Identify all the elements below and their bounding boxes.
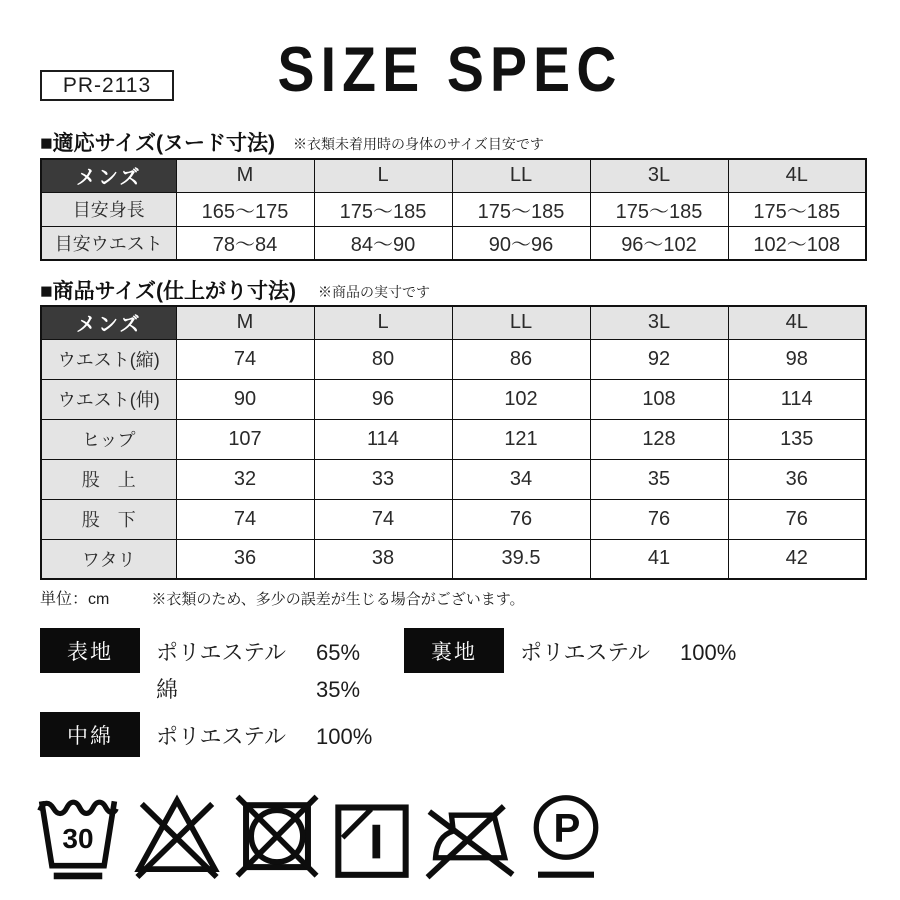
row-label: 股 上: [41, 459, 176, 499]
size-value-cell: 74: [176, 499, 314, 539]
material-component: [156, 720, 372, 757]
size-value-cell: 42: [728, 539, 866, 579]
wash-30-gentle-icon: [36, 786, 120, 880]
line-dry-in-shade-icon: [333, 798, 411, 880]
material-label-outer: 表地: [40, 628, 140, 673]
dry-clean-letter: P: [553, 805, 581, 851]
size-value-cell: 33: [314, 459, 452, 499]
size-column-header: M: [176, 159, 314, 192]
size-value-cell: 107: [176, 419, 314, 459]
size-column-header: LL: [452, 159, 590, 192]
row-label: 目安身長: [41, 192, 176, 226]
size-value-cell: 114: [314, 419, 452, 459]
table-corner-label: メンズ: [41, 306, 176, 339]
material-padding: [40, 712, 372, 757]
size-value-cell: 86: [452, 339, 590, 379]
material-label-lining: 裏地: [404, 628, 504, 673]
size-value-cell: 32: [176, 459, 314, 499]
table-row: [41, 379, 866, 419]
size-column-header: 4L: [728, 159, 866, 192]
size-value-cell: 38: [314, 539, 452, 579]
size-value-cell: 128: [590, 419, 728, 459]
material-outer-fabric: [40, 628, 360, 710]
material-name: 綿: [156, 677, 179, 702]
size-value-cell: 102〜108: [728, 226, 866, 260]
size-value-cell: 90: [176, 379, 314, 419]
size-value-cell: 74: [176, 339, 314, 379]
size-value-cell: 96〜102: [590, 226, 728, 260]
row-label: 目安ウエスト: [41, 226, 176, 260]
row-label: 股 下: [41, 499, 176, 539]
row-label: ヒップ: [41, 419, 176, 459]
table-row: [41, 459, 866, 499]
section-heading-product-size: ■商品サイズ(仕上がり寸法): [40, 280, 296, 303]
care-symbols-row: [36, 782, 601, 880]
material-percent: 35%: [316, 677, 361, 702]
size-column-header: 4L: [728, 306, 866, 339]
size-value-cell: 114: [728, 379, 866, 419]
size-value-cell: 84〜90: [314, 226, 452, 260]
units-note: [40, 586, 525, 609]
wash-temp-label: 30: [62, 822, 94, 854]
material-name: ポリエステル: [156, 724, 287, 749]
table-row: [41, 539, 866, 579]
size-value-cell: 92: [590, 339, 728, 379]
size-column-header: 3L: [590, 159, 728, 192]
size-value-cell: 90〜96: [452, 226, 590, 260]
size-value-cell: 108: [590, 379, 728, 419]
material-percent: 100%: [316, 724, 373, 749]
size-value-cell: 78〜84: [176, 226, 314, 260]
unit-disclaimer: ※衣類のため、多少の誤差が生じる場合がございます。: [151, 591, 525, 608]
material-component: [156, 673, 360, 710]
nude-size-table: [40, 158, 867, 261]
table-row: [41, 192, 866, 226]
material-percent: 65%: [316, 640, 361, 665]
size-value-cell: 41: [590, 539, 728, 579]
material-label-padding: 中綿: [40, 712, 140, 757]
material-name: ポリエステル: [156, 640, 287, 665]
material-component: [156, 636, 360, 673]
section-note-product-size: ※商品の実寸です: [318, 284, 430, 300]
size-value-cell: 76: [452, 499, 590, 539]
size-column-header: 3L: [590, 306, 728, 339]
size-value-cell: 175〜185: [728, 192, 866, 226]
size-value-cell: 102: [452, 379, 590, 419]
size-value-cell: 96: [314, 379, 452, 419]
product-size-table: [40, 305, 867, 580]
size-value-cell: 35: [590, 459, 728, 499]
size-value-cell: 98: [728, 339, 866, 379]
size-value-cell: 76: [590, 499, 728, 539]
size-value-cell: 74: [314, 499, 452, 539]
size-value-cell: 165〜175: [176, 192, 314, 226]
table-row: [41, 419, 866, 459]
size-column-header: LL: [452, 306, 590, 339]
table-row: [41, 226, 866, 260]
page-title: SIZE SPEC: [277, 35, 623, 105]
size-value-cell: 135: [728, 419, 866, 459]
table-row: [41, 339, 866, 379]
size-value-cell: 36: [176, 539, 314, 579]
do-not-bleach-icon: [133, 786, 221, 880]
row-label: ウエスト(伸): [41, 379, 176, 419]
size-value-cell: 175〜185: [452, 192, 590, 226]
size-column-header: L: [314, 159, 452, 192]
size-column-header: L: [314, 306, 452, 339]
unit-label: 単位：cm: [40, 591, 110, 608]
size-column-header: M: [176, 306, 314, 339]
material-lining: [404, 628, 736, 673]
size-value-cell: 175〜185: [590, 192, 728, 226]
material-component: [520, 636, 736, 673]
size-value-cell: 36: [728, 459, 866, 499]
size-value-cell: 34: [452, 459, 590, 499]
size-value-cell: 80: [314, 339, 452, 379]
section-heading-nude-size: ■適応サイズ(ヌード寸法): [40, 132, 275, 155]
size-value-cell: 39.5: [452, 539, 590, 579]
table-corner-label: メンズ: [41, 159, 176, 192]
do-not-iron-icon: [424, 792, 518, 880]
material-percent: 100%: [680, 640, 737, 665]
size-value-cell: 175〜185: [314, 192, 452, 226]
dry-clean-p-gentle-icon: [531, 788, 601, 880]
size-value-cell: 76: [728, 499, 866, 539]
table-row: [41, 499, 866, 539]
do-not-tumble-dry-icon: [234, 788, 320, 880]
size-value-cell: 121: [452, 419, 590, 459]
product-code: PR-2113: [62, 73, 152, 97]
section-note-nude-size: ※衣類未着用時の身体のサイズ目安です: [293, 136, 544, 152]
material-name: ポリエステル: [520, 640, 651, 665]
row-label: ウエスト(縮): [41, 339, 176, 379]
row-label: ワタリ: [41, 539, 176, 579]
